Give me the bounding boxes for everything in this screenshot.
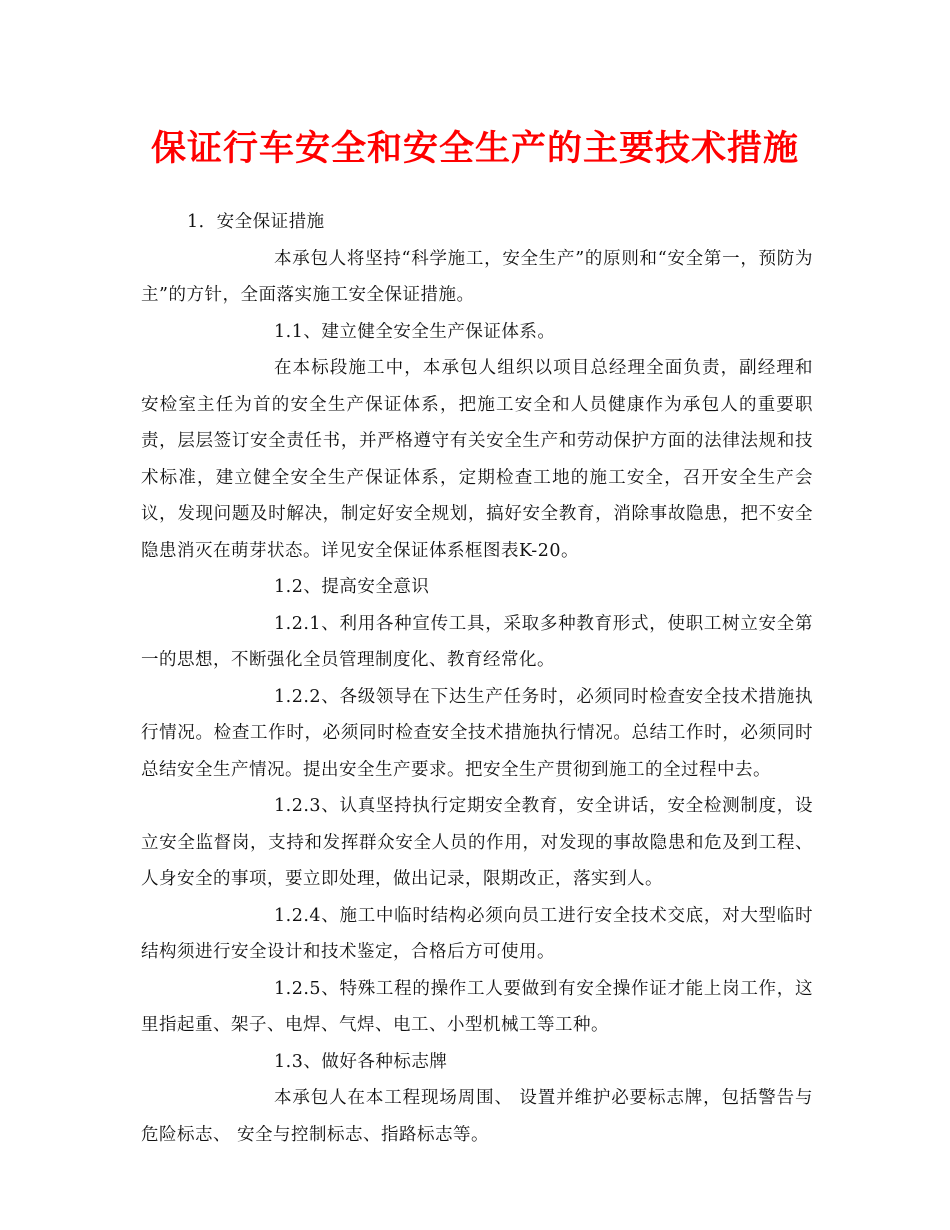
paragraph-1-3: 本承包人在本工程现场周围、 设置并维护必要标志牌，包括警告与危险标志、 安全与控制标志、指路标志等。: [141, 1088, 813, 1145]
document-body: [141, 204, 813, 1153]
paragraph-1-2-1: 1.2.1、利用各种宣传工具，采取多种教育形式，使职工树立安全第一的思想，不断强化全员管理制度化、教育经常化。: [141, 613, 813, 670]
paragraph-1-2-3: 1.2.3、认真坚持执行定期安全教育，安全讲话，安全检测制度，设立安全监督岗，支持和发挥群众安全人员的作用，对发现的事故隐患和危及到工程、人身安全的事项，要立即处理，做出记录，限期改正，落实到人。: [141, 796, 813, 889]
paragraph-1-2-5: 1.2.5、特殊工程的操作工人要做到有安全操作证才能上岗工作，这里指起重、架子、电焊、气焊、电工、小型机械工等工种。: [141, 978, 813, 1035]
subsection-heading-1-3: 1.3、做好各种标志牌: [274, 1051, 448, 1072]
paragraph-intro: 本承包人将坚持“科学施工，安全生产”的原则和“安全第一，预防为主”的方针，全面落实施工安全保证措施。: [141, 248, 813, 305]
paragraph-1-1: 在本标段施工中，本承包人组织以项目总经理全面负责，副经理和安检室主任为首的安全生产保证体系，把施工安全和人员健康作为承包人的重要职责，层层签订安全责任书，并严格遵守有关安全生产和劳动保护方面的法律法规和技术标准，建立健全安全生产保证体系，定期检查工地的施工安全，召开安全生产会议，发现问题及时解决，制定好安全规划，搞好安全教育，消除事故隐患，把不安全隐患消灭在萌芽状态。详见安全保证体系框图表K-20。: [141, 358, 813, 561]
subsection-heading-1-2: 1.2、提高安全意识: [274, 577, 430, 597]
section-heading-1: 1．安全保证措施: [187, 212, 325, 232]
subsection-heading-1-1: 1.1、建立健全安全生产保证体系。: [274, 321, 556, 342]
paragraph-1-2-2: 1.2.2、各级领导在下达生产任务时，必须同时检查安全技术措施执行情况。检查工作时，必须同时检查安全技术措施执行情况。总结工作时，必须同时总结安全生产情况。提出安全生产要求。把安全生产贯彻到施工的全过程中去。: [141, 686, 813, 780]
page-title: 保证行车安全和安全生产的主要技术措施: [150, 128, 799, 169]
paragraph-1-2-4: 1.2.4、施工中临时结构必须向员工进行安全技术交底，对大型临时结构须进行安全设计和技术鉴定，合格后方可使用。: [141, 905, 813, 962]
